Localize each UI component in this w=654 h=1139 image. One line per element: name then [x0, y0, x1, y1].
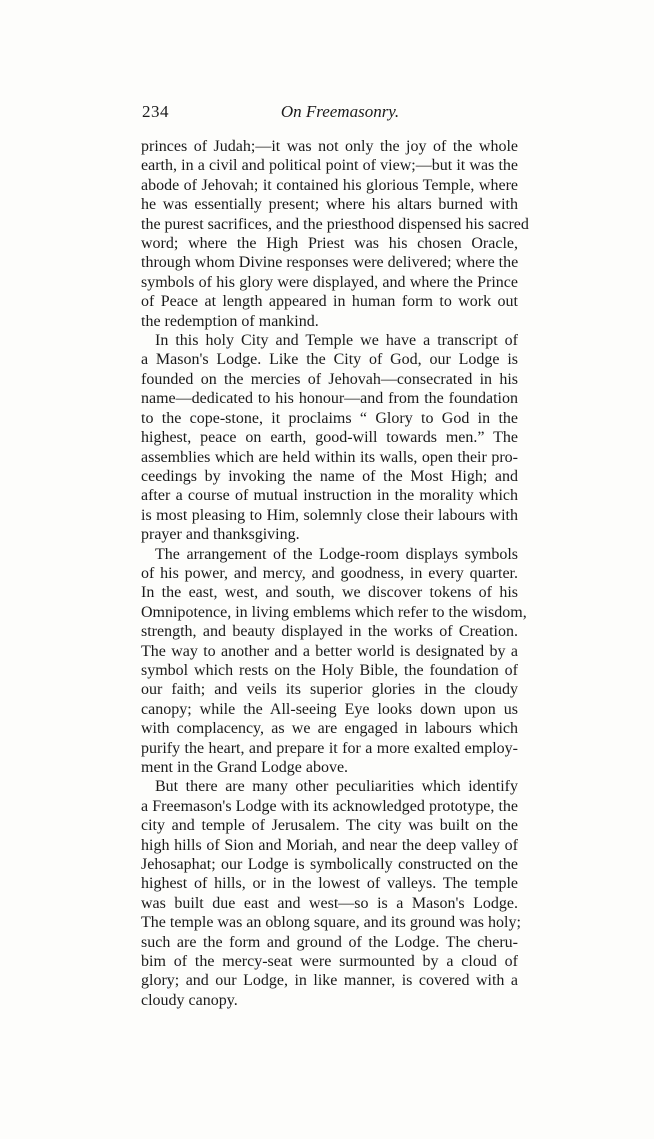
text-line: name—dedicated to his honour—and from the foundation	[141, 390, 518, 408]
text-line: strength, and beauty displayed in the works of Creation.	[141, 623, 518, 641]
running-title: On Freemasonry.	[280, 102, 400, 121]
text-line: cloudy canopy.	[141, 991, 238, 1009]
body-text	[141, 137, 529, 1010]
text-line: word; where the High Priest was his chosen Oracle,	[141, 235, 518, 253]
running-head	[142, 102, 518, 128]
text-line: through whom Divine responses were delivered; where the	[141, 254, 519, 272]
text-line: was built due east and west—so is a Mason's Lodge.	[141, 894, 518, 912]
text-line: Jehosaphat; our Lodge is symbolically constructed on the	[141, 856, 518, 874]
text-line: earth, in a civil and political point of view;—but it was the	[141, 157, 518, 175]
text-line: prayer and thanksgiving.	[141, 526, 300, 544]
text-line: symbols of his glory were displayed, and where the Prince	[141, 273, 518, 291]
text-line: he was essentially present; where his altars burned with	[141, 196, 518, 214]
text-line: assemblies which are held within its walls, open their pro-	[141, 448, 518, 466]
text-line: a Freemason's Lodge with its acknowledged prototype, the	[141, 797, 518, 815]
text-line: princes of Judah;—it was not only the joy of the whole	[141, 138, 518, 155]
text-line: after a course of mutual instruction in the morality which	[141, 487, 518, 505]
paragraph-first-line: The arrangement of the Lodge-room displays symbols	[155, 545, 518, 563]
text-line: highest, peace on earth, good-will towards men.” The	[141, 429, 518, 447]
text-line: highest of hills, or in the lowest of valleys. The temple	[141, 875, 518, 893]
text-line: the purest sacrifices, and the priesthood dispensed his sacred	[141, 215, 529, 233]
text-line: our faith; and veils its superior glories in the cloudy	[141, 681, 518, 699]
text-line: ment in the Grand Lodge above.	[141, 759, 349, 776]
paragraph-first-line: But there are many other peculiarities which identify	[155, 778, 518, 796]
text-line: canopy; while the All-seeing Eye looks down upon us	[141, 700, 518, 718]
text-line: the redemption of mankind.	[141, 312, 319, 330]
text-line: founded on the mercies of Jehovah—consecrated in his	[141, 370, 518, 388]
page-number: 234	[142, 102, 169, 121]
text-line: The temple was an oblong square, and its ground was holy;	[141, 914, 521, 932]
text-line: of Peace at length appeared in human form to work out	[141, 293, 518, 311]
text-line: is most pleasing to Him, solemnly close their labours with	[141, 506, 518, 524]
paragraph-first-line: In this holy City and Temple we have a transcript of	[155, 332, 518, 350]
text-line: high hills of Sion and Moriah, and near the deep valley of	[141, 836, 518, 854]
text-line: with complacency, as we are engaged in labours which	[141, 720, 518, 738]
text-line: Omnipotence, in living emblems which refer to the wisdom,	[141, 603, 527, 621]
text-line: abode of Jehovah; it contained his glorious Temple, where	[141, 176, 518, 194]
text-line: city and temple of Jerusalem. The city was built on the	[141, 817, 518, 835]
text-line: such are the form and ground of the Lodge. The cheru-	[141, 933, 518, 951]
text-line: to the cope-stone, it proclaims “ Glory to God in the	[141, 409, 518, 427]
text-line: symbol which rests on the Holy Bible, the foundation of	[141, 661, 518, 679]
text-line: The way to another and a better world is designated by a	[141, 642, 518, 660]
text-line: of his power, and mercy, and goodness, in every quarter.	[141, 564, 518, 582]
text-line: purify the heart, and prepare it for a more exalted employ-	[141, 739, 518, 757]
text-line: glory; and our Lodge, in like manner, is covered with a	[141, 972, 518, 990]
text-line: In the east, west, and south, we discover tokens of his	[141, 584, 518, 602]
text-line: a Mason's Lodge. Like the City of God, our Lodge is	[141, 351, 518, 369]
text-line: bim of the mercy-seat were surmounted by a cloud of	[141, 953, 518, 971]
text-line: ceedings by invoking the name of the Most High; and	[141, 467, 518, 485]
